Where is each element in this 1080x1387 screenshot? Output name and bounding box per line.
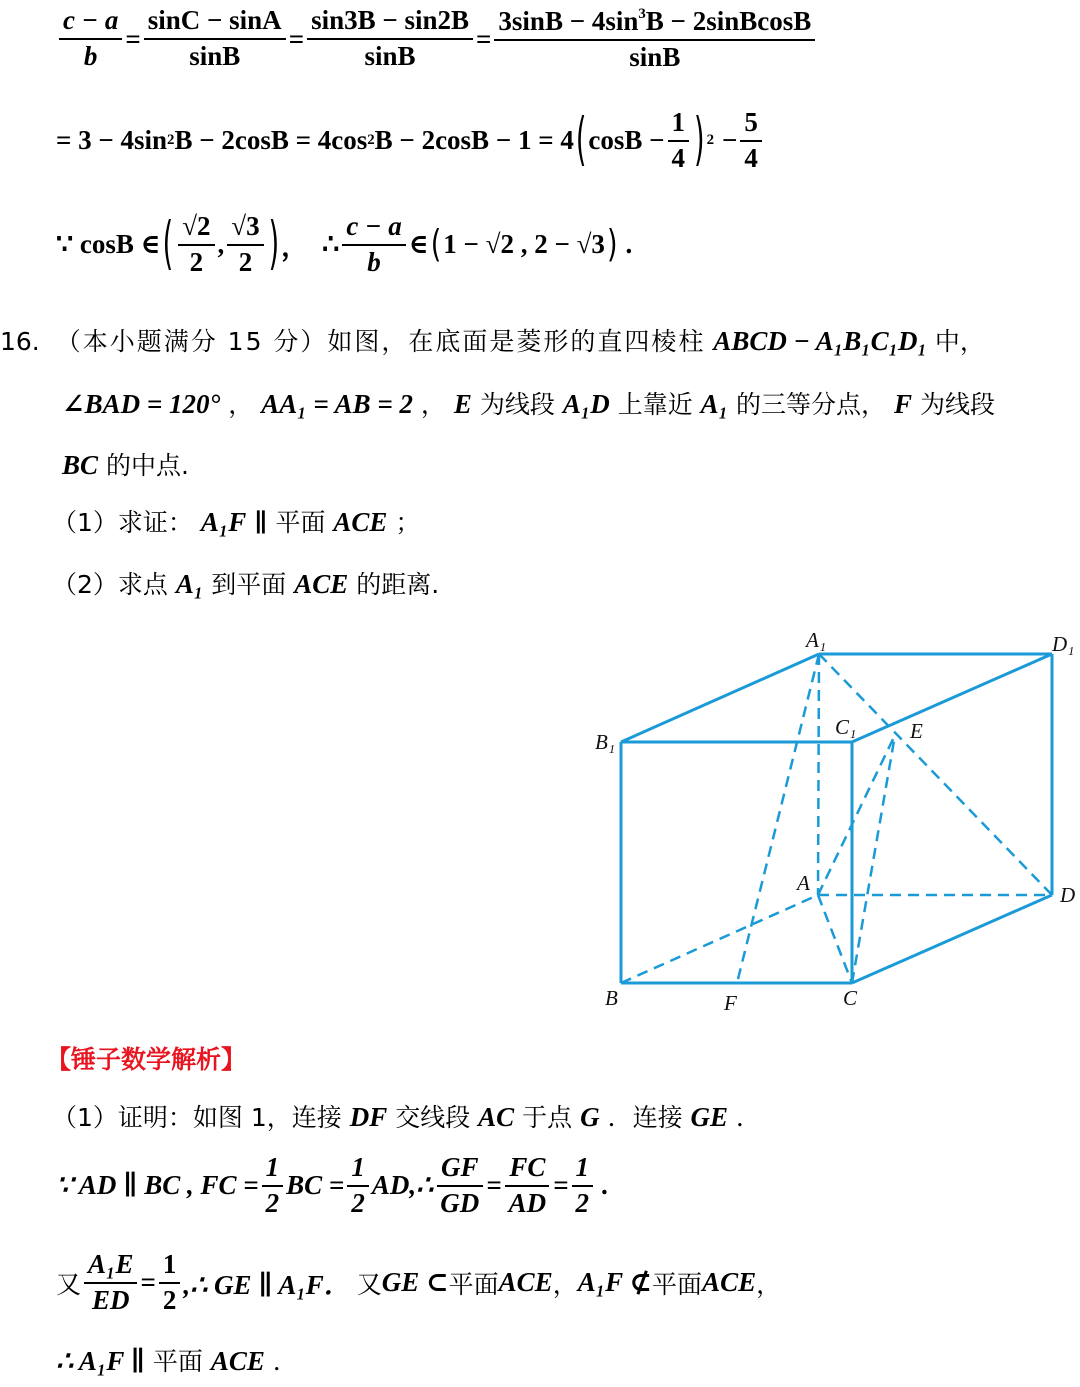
text: （1）证明：如图 1，连接	[52, 1103, 342, 1132]
equals: =	[476, 23, 492, 54]
point-f: F	[894, 389, 913, 419]
edge-a1f	[737, 654, 819, 983]
numerator: 1	[347, 1153, 369, 1187]
expr: ∵ AD ∥ BC , FC =	[56, 1170, 259, 1201]
fraction-a1e-ed	[84, 1250, 137, 1315]
exponent: 2	[706, 132, 714, 149]
solid-edges	[621, 654, 1052, 983]
label-b1: B₁	[595, 730, 616, 754]
dashed-edges	[621, 654, 1052, 983]
fraction-half	[572, 1153, 594, 1218]
fraction-gf-gd	[436, 1153, 483, 1218]
edge-cd	[852, 895, 1052, 983]
fraction-half	[159, 1250, 181, 1315]
equals: =	[140, 1267, 156, 1298]
therefore: ∴	[322, 229, 340, 260]
label-a1: A₁	[806, 628, 827, 652]
text: 的三等分点，	[736, 390, 887, 419]
label-e: E	[910, 719, 923, 743]
denominator: b	[83, 41, 98, 72]
text: 的中点.	[105, 451, 189, 480]
exponent: 2	[167, 132, 175, 149]
numerator: GF	[437, 1153, 483, 1187]
expr: B − 2cosB = 4cos	[174, 125, 368, 156]
line-a1f: A₁F	[200, 507, 247, 537]
label-c: C	[843, 986, 858, 1010]
comma: ，	[420, 390, 446, 419]
segment-a1d: A₁D	[562, 389, 610, 419]
right-paren: )	[694, 108, 705, 174]
denominator: sinB	[189, 41, 241, 72]
expr: = 3 − 4sin	[56, 125, 168, 156]
analysis-line-3	[56, 1250, 781, 1315]
plane-ace: ACE	[333, 507, 388, 537]
denominator: sinB	[629, 41, 681, 72]
plane-ace: ACE	[498, 1267, 553, 1298]
label-f: F	[724, 991, 737, 1015]
prism-name: ABCD − A₁B₁C₁D₁	[713, 326, 927, 356]
text: 平面	[152, 1347, 203, 1376]
denominator: ED	[91, 1284, 130, 1315]
numerator: FC	[505, 1153, 549, 1187]
text: 的距离.	[356, 570, 440, 599]
comma: ，	[756, 1269, 782, 1299]
denominator: 4	[671, 142, 686, 173]
period: ．	[272, 1347, 298, 1376]
label-b: B	[605, 986, 618, 1010]
analysis-line-2	[56, 1153, 609, 1218]
edge-a1a	[818, 654, 819, 895]
segment-ge: GE	[690, 1102, 729, 1132]
question-label: （2）求点	[52, 570, 168, 599]
exponent: 2	[367, 132, 375, 149]
problem-number: 16.	[0, 327, 40, 356]
segment-df: DF	[349, 1102, 388, 1132]
text: 于点	[522, 1103, 573, 1132]
right-paren: )	[606, 222, 618, 267]
period: .	[625, 229, 633, 260]
fraction-fc-ad	[505, 1153, 551, 1218]
analysis-title: 【锤子数学解析】	[46, 1045, 247, 1074]
period: .	[602, 1170, 609, 1201]
left-paren: (	[162, 212, 174, 278]
label-d: D	[1060, 883, 1076, 907]
plane-ace: ACE	[294, 569, 349, 599]
expr: cosB −	[588, 125, 665, 156]
semicolon: ；	[395, 508, 421, 537]
numerator: c − a	[342, 212, 405, 246]
text: 为线段	[919, 390, 995, 419]
equals: =	[553, 1170, 569, 1201]
denominator: 2	[189, 246, 204, 277]
comma: ，	[552, 1269, 578, 1299]
fraction-half	[262, 1153, 284, 1218]
denominator: AD	[508, 1187, 547, 1218]
equals: =	[288, 23, 305, 54]
text: 交线段	[395, 1103, 471, 1132]
text: 又	[56, 1269, 82, 1299]
vertex-labels	[595, 628, 1075, 1015]
edge-c1d1	[852, 654, 1052, 742]
text: 到平面	[211, 570, 287, 599]
analysis-line-1	[52, 1098, 761, 1134]
denominator: 2	[238, 246, 253, 277]
separator: ，	[281, 232, 309, 264]
denominator: 2	[265, 1187, 280, 1218]
expr: ,∴ GE ∥ A₁F．	[183, 1270, 351, 1301]
problem-header: （本小题满分 15 分）如图，在底面是菱形的直四棱柱	[55, 327, 706, 356]
text: 又	[356, 1269, 382, 1299]
denominator: GD	[440, 1187, 480, 1218]
label-a: A	[797, 871, 810, 895]
expr: ∵ cosB ∈	[56, 229, 161, 260]
point-a1: A₁	[175, 569, 204, 599]
parallel-symbol: ∥	[254, 510, 268, 537]
left-paren: (	[430, 222, 442, 267]
segment-ac: AC	[478, 1102, 515, 1132]
text: 平面	[448, 1269, 499, 1299]
question-label: （1）求证：	[52, 508, 193, 537]
numerator: sin3B − sin2B	[307, 6, 473, 40]
right-paren: )	[268, 212, 280, 278]
comma: ，	[228, 390, 254, 419]
edge-a1d	[819, 654, 1052, 895]
point-e: E	[453, 389, 472, 419]
segment-bc: BC	[62, 450, 99, 480]
edge-b1a1	[621, 654, 819, 742]
text: 平面	[652, 1269, 703, 1299]
plane-ace: ACE	[210, 1346, 265, 1376]
numerator: √2	[178, 212, 214, 246]
left-paren: (	[575, 108, 587, 174]
length-condition: AA₁ = AB = 2	[261, 389, 413, 419]
numerator: A₁E	[84, 1250, 137, 1284]
edge-ce	[852, 735, 895, 983]
denominator: b	[367, 246, 381, 277]
numerator: sinC − sinA	[144, 6, 286, 40]
num-part: B − 2sinBcosB	[645, 5, 812, 36]
expr: B − 2cosB − 1 = 4	[374, 125, 574, 156]
point-a1: A₁	[700, 389, 729, 419]
angle-condition: ∠BAD = 120°	[62, 389, 221, 419]
numerator: √3	[227, 212, 263, 246]
numerator: 1	[668, 108, 690, 142]
numerator: c − a	[59, 6, 122, 40]
equation-line-3: ∵ cosB ∈ ( $\frac{√2}{2}$ , $\frac{√3}{2}$ ) ， ∴ $\frac{c - a}{b}$ ∈ ( 1 − √2 , 2 − √3 ) .	[56, 211, 633, 278]
denominator: sinB	[364, 41, 416, 72]
expr: ∴ A₁F ∥	[56, 1346, 145, 1376]
expr: AD,∴	[371, 1170, 434, 1201]
num-part: 3sinB − 4sin	[498, 5, 639, 36]
point-g: G	[580, 1102, 600, 1132]
denominator: 2	[162, 1284, 177, 1315]
expr: BC =	[286, 1170, 345, 1201]
edge-ac	[818, 895, 852, 983]
edge-ae	[818, 735, 895, 895]
exponent: 3	[638, 6, 646, 22]
equals: =	[486, 1170, 502, 1201]
plane-ace: ACE	[702, 1267, 757, 1298]
text: 中，	[934, 327, 985, 356]
numerator: 1	[159, 1250, 181, 1284]
text: 平面	[275, 508, 326, 537]
text: 上靠近	[617, 390, 693, 419]
analysis-line-4	[56, 1342, 298, 1378]
expr: GE ⊂	[381, 1267, 449, 1298]
minus: −	[722, 125, 738, 156]
denominator: 4	[744, 142, 758, 173]
text: 为线段	[479, 390, 555, 419]
fraction-half	[347, 1153, 369, 1218]
label-d1: D₁	[1052, 632, 1075, 656]
denominator: 2	[575, 1187, 590, 1218]
numerator: 5	[740, 108, 762, 142]
numerator: 1	[572, 1153, 594, 1187]
denominator: 2	[351, 1187, 365, 1218]
expr: A₁F ⊄	[577, 1267, 653, 1298]
equals: =	[125, 23, 141, 54]
label-c1: C₁	[835, 715, 857, 739]
numerator: 1	[262, 1153, 284, 1187]
text: ．连接	[607, 1103, 683, 1132]
interval: 1 − √2 , 2 − √3	[443, 229, 605, 260]
text: ．	[736, 1103, 762, 1132]
edge-ba	[621, 895, 818, 983]
element-of: ∈	[408, 229, 429, 260]
